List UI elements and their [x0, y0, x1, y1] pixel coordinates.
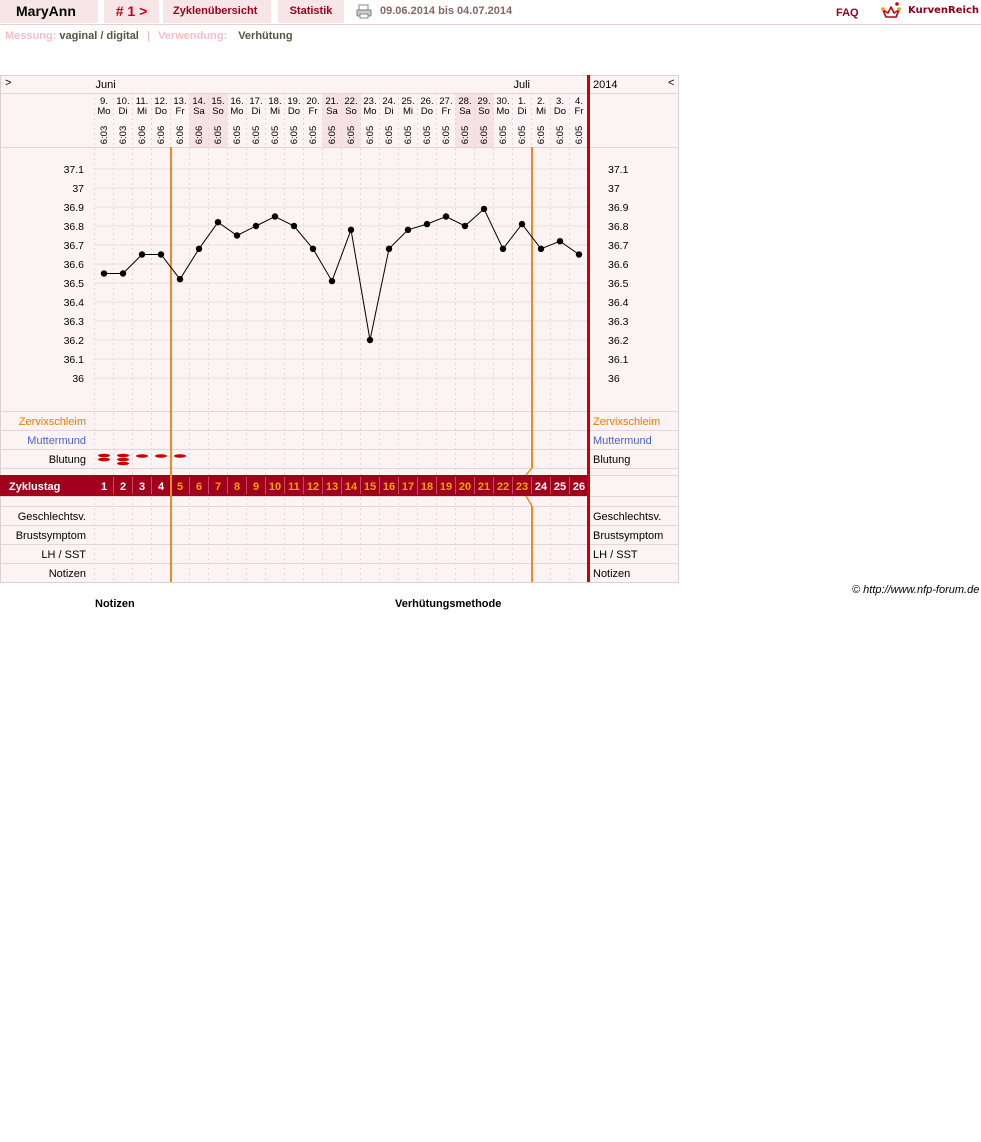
cycle-day-number: 14	[344, 481, 358, 493]
row-label-right-cervix_os: Muttermund	[593, 435, 652, 447]
day-date: 30.	[496, 96, 510, 107]
day-date: 29.	[477, 96, 491, 107]
cycle-day-number: 1	[100, 481, 108, 493]
day-weekday: Do	[154, 106, 168, 117]
y-tick-left: 36	[72, 373, 84, 385]
cycle-day-number: 7	[214, 481, 222, 493]
cycle-day-number: 6	[195, 481, 203, 493]
row-label-lh: LH / SST	[41, 549, 86, 561]
measure-time: 6:05	[384, 125, 395, 145]
bleeding-mark	[155, 454, 167, 457]
temperature-point[interactable]	[557, 238, 563, 244]
day-weekday: So	[478, 106, 490, 117]
bleeding-mark	[136, 454, 148, 457]
bleeding-mark	[174, 454, 186, 457]
cycle-day-number: 17	[401, 481, 415, 493]
cycle-day-number: 21	[477, 481, 491, 493]
row-label-intercourse: Geschlechtsv.	[17, 511, 86, 523]
cycle-day-number: 25	[553, 481, 567, 493]
y-tick-right: 36.7	[608, 240, 629, 252]
row-label-right-notes: Notizen	[593, 568, 631, 580]
y-tick-right: 36.6	[608, 259, 629, 271]
measure-time: 6:03	[99, 125, 110, 145]
y-tick-right: 36.9	[608, 202, 629, 214]
y-tick-left: 36.5	[63, 278, 84, 290]
temperature-point[interactable]	[196, 246, 202, 252]
y-tick-left: 36.3	[63, 316, 84, 328]
day-date: 23.	[363, 96, 377, 107]
temperature-point[interactable]	[234, 232, 240, 238]
day-date: 12.	[154, 96, 168, 107]
day-date: 13.	[173, 96, 187, 107]
day-date: 11.	[135, 96, 149, 107]
usage-label: Verwendung:	[158, 30, 228, 42]
measurement-info	[5, 30, 293, 42]
temperature-point[interactable]	[405, 227, 411, 233]
y-tick-right: 36.3	[608, 316, 629, 328]
day-date: 22.	[344, 96, 358, 107]
y-tick-left: 36.4	[63, 297, 84, 309]
bleeding-mark	[117, 458, 129, 461]
copyright: © http://www.nfp-forum.de	[852, 584, 980, 596]
cycle-day-number: 8	[233, 481, 241, 493]
y-tick-left: 36.1	[63, 354, 84, 366]
measure-time: 6:05	[327, 125, 338, 145]
day-weekday: Fr	[175, 106, 185, 117]
meta-separator: |	[146, 30, 151, 42]
cycle-day-number: 23	[515, 481, 529, 493]
method-heading: Verhütungsmethode	[395, 598, 502, 610]
temperature-point[interactable]	[424, 221, 430, 227]
measure-time: 6:06	[156, 125, 167, 145]
day-date: 18.	[268, 96, 282, 107]
temperature-point[interactable]	[443, 213, 449, 219]
measure-time: 6:06	[137, 125, 148, 145]
bleeding-mark	[117, 462, 129, 465]
measure-time: 6:05	[536, 125, 547, 145]
measure-time: 6:05	[270, 125, 281, 145]
faq-link[interactable]: FAQ	[836, 7, 859, 19]
measure-time: 6:05	[251, 125, 262, 145]
measure-time: 6:05	[365, 125, 376, 145]
temperature-point[interactable]	[310, 246, 316, 252]
cycle-day-number: 15	[363, 481, 377, 493]
cycle-day-number: 26	[572, 481, 586, 493]
day-date: 25.	[401, 96, 415, 107]
y-tick-left: 36.9	[63, 202, 84, 214]
y-tick-right: 36.1	[608, 354, 629, 366]
measure-time: 6:05	[308, 125, 319, 145]
measure-value: vaginal / digital	[59, 30, 139, 42]
day-date: 26.	[420, 96, 434, 107]
row-label-bleeding: Blutung	[48, 454, 86, 466]
measure-time: 6:05	[289, 125, 300, 145]
day-date: 20.	[306, 96, 320, 107]
day-weekday: Di	[517, 106, 527, 117]
day-date: 4.	[575, 96, 583, 107]
day-date: 19.	[287, 96, 301, 107]
year-label: 2014	[593, 79, 618, 91]
measure-time: 6:05	[479, 125, 490, 145]
day-date: 1.	[518, 96, 526, 107]
measure-time: 6:05	[213, 125, 224, 145]
row-label-cervix_os: Muttermund	[27, 435, 86, 447]
day-date: 3.	[556, 96, 564, 107]
temperature-point[interactable]	[329, 278, 335, 284]
temperature-point[interactable]	[576, 251, 582, 257]
day-weekday: Di	[118, 106, 128, 117]
temperature-point[interactable]	[538, 246, 544, 252]
day-date: 17.	[249, 96, 263, 107]
day-weekday: Mo	[363, 106, 377, 117]
cycle-day-number: 16	[382, 481, 396, 493]
cycle-day-number: 22	[496, 481, 510, 493]
day-date: 15.	[211, 96, 225, 107]
temperature-point[interactable]	[101, 270, 107, 276]
day-weekday: Mi	[136, 106, 148, 117]
day-weekday: Sa	[459, 106, 471, 117]
temperature-point[interactable]	[386, 246, 392, 252]
temperature-point[interactable]	[519, 221, 525, 227]
y-tick-left: 36.2	[63, 335, 84, 347]
measure-time: 6:05	[555, 125, 566, 145]
day-weekday: Mo	[97, 106, 111, 117]
y-tick-right: 36.2	[608, 335, 629, 347]
day-date: 2.	[537, 96, 545, 107]
day-date: 28.	[458, 96, 472, 107]
usage-value: Verhütung	[238, 30, 293, 42]
measure-time: 6:05	[498, 125, 509, 145]
temperature-point[interactable]	[291, 223, 297, 229]
y-tick-left: 36.6	[63, 259, 84, 271]
day-weekday: Fr	[574, 106, 584, 117]
measure-label: Messung:	[5, 30, 57, 42]
y-tick-left: 37	[72, 183, 84, 195]
row-label-right-breast: Brustsymptom	[593, 530, 664, 542]
y-tick-right: 37.1	[608, 164, 629, 176]
cycle-day-number: 12	[306, 481, 320, 493]
temperature-point[interactable]	[367, 337, 373, 343]
day-weekday: Mi	[269, 106, 281, 117]
row-label-right-intercourse: Geschlechtsv.	[593, 511, 662, 523]
temperature-point[interactable]	[139, 251, 145, 257]
day-date: 10.	[116, 96, 130, 107]
cycle-day-number: 11	[288, 481, 300, 493]
day-date: 21.	[325, 96, 339, 107]
cycle-day-number: 9	[252, 481, 260, 493]
measure-time: 6:05	[422, 125, 433, 145]
y-tick-left: 37.1	[63, 164, 84, 176]
day-date: 16.	[230, 96, 244, 107]
y-tick-left: 36.7	[63, 240, 84, 252]
cycle-day-number: 5	[176, 481, 184, 493]
printer-icon[interactable]	[356, 4, 372, 19]
row-label-cervix: Zervixschleim	[18, 416, 86, 428]
day-weekday: Do	[287, 106, 301, 117]
day-date: 27.	[439, 96, 453, 107]
day-weekday: Di	[251, 106, 261, 117]
y-tick-left: 36.8	[63, 221, 84, 233]
cycle-day-number: 10	[268, 481, 282, 493]
month-label: Juli	[513, 79, 531, 91]
measure-time: 6:05	[574, 125, 585, 145]
cycle-selector[interactable]: # 1 >	[104, 0, 159, 23]
temperature-point[interactable]	[177, 276, 183, 282]
cycle-day-number: 20	[458, 481, 472, 493]
y-tick-right: 36	[608, 373, 620, 385]
prev-cycle-arrow[interactable]: >	[5, 77, 12, 89]
cycle-day-number: 24	[534, 481, 548, 493]
row-label-right-bleeding: Blutung	[593, 454, 631, 466]
row-label-breast: Brustsymptom	[15, 530, 86, 542]
user-name: MaryAnn	[0, 0, 98, 23]
tab-statistics[interactable]: Statistik	[278, 0, 344, 23]
month-label: Juni	[95, 79, 116, 91]
temperature-point[interactable]	[481, 206, 487, 212]
measure-time: 6:05	[232, 125, 243, 145]
temperature-chart	[0, 75, 680, 585]
measure-time: 6:06	[194, 125, 205, 145]
temperature-point[interactable]	[158, 251, 164, 257]
measure-time: 6:05	[460, 125, 471, 145]
cycle-day-number: 4	[157, 481, 165, 493]
day-weekday: Mi	[535, 106, 547, 117]
crown-icon	[880, 1, 902, 21]
temperature-point[interactable]	[272, 213, 278, 219]
day-weekday: Mo	[496, 106, 510, 117]
y-tick-right: 36.4	[608, 297, 629, 309]
date-range: 09.06.2014 bis 04.07.2014	[380, 5, 513, 17]
row-label-right-cervix: Zervixschleim	[593, 416, 661, 428]
cycle-day-number: 18	[420, 481, 434, 493]
temperature-point[interactable]	[462, 223, 468, 229]
logo-text: KurvenReich	[908, 5, 980, 16]
y-tick-right: 37	[608, 183, 620, 195]
day-weekday: Sa	[326, 106, 338, 117]
temperature-point[interactable]	[215, 219, 221, 225]
temperature-point[interactable]	[348, 227, 354, 233]
day-weekday: So	[345, 106, 357, 117]
temperature-point[interactable]	[500, 246, 506, 252]
row-label-notes: Notizen	[48, 568, 86, 580]
day-weekday: Do	[553, 106, 567, 117]
day-weekday: Fr	[308, 106, 318, 117]
measure-time: 6:05	[403, 125, 414, 145]
cycle-day-number: 19	[439, 481, 453, 493]
y-tick-right: 36.8	[608, 221, 629, 233]
day-weekday: Fr	[441, 106, 451, 117]
cycle-day-number: 2	[119, 481, 127, 493]
measure-time: 6:05	[346, 125, 357, 145]
day-weekday: So	[212, 106, 224, 117]
top-bar	[0, 0, 981, 25]
bleeding-mark	[117, 454, 129, 457]
day-date: 9.	[100, 96, 108, 107]
bleeding-mark	[98, 458, 110, 461]
day-date: 24.	[382, 96, 396, 107]
day-weekday: Do	[420, 106, 434, 117]
y-tick-right: 36.5	[608, 278, 629, 290]
row-label-cycle-day: Zyklustag	[9, 481, 61, 493]
day-weekday: Sa	[193, 106, 205, 117]
measure-time: 6:05	[441, 125, 452, 145]
measure-time: 6:03	[118, 125, 129, 145]
measure-time: 6:06	[175, 125, 186, 145]
tab-cycle-overview[interactable]: Zyklenübersicht	[163, 0, 271, 23]
cycle-day-number: 3	[138, 481, 146, 493]
next-cycle-arrow[interactable]: <	[668, 77, 675, 89]
temperature-point[interactable]	[253, 223, 259, 229]
measure-time: 6:05	[517, 125, 528, 145]
notes-heading: Notizen	[95, 598, 135, 610]
day-weekday: Di	[384, 106, 394, 117]
day-weekday: Mo	[230, 106, 244, 117]
temperature-point[interactable]	[120, 270, 126, 276]
day-date: 14.	[192, 96, 206, 107]
day-weekday: Mi	[402, 106, 414, 117]
bleeding-mark	[98, 454, 110, 457]
cycle-day-number: 13	[325, 481, 339, 493]
row-label-right-lh: LH / SST	[593, 549, 638, 561]
